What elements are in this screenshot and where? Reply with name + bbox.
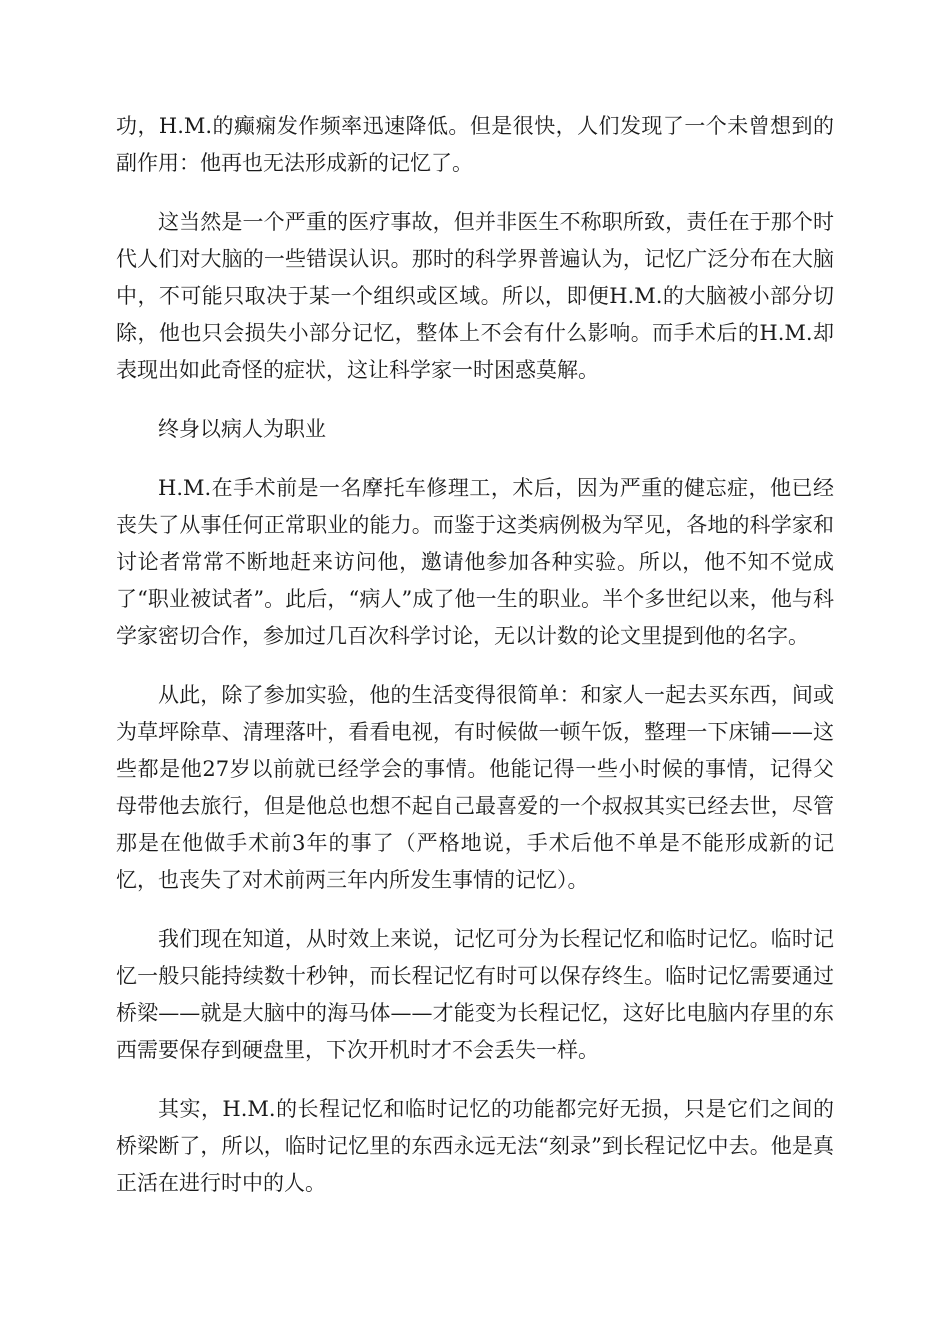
text-body — [116, 108, 834, 1224]
paragraph-continuation: 功，H.M.的癫痫发作频率迅速降低。但是很快，人们发现了一个未曾想到的副作用：他再也无法形成新的记忆了。 — [116, 114, 834, 175]
paragraph-medical-error: 这当然是一个严重的医疗事故，但并非医生不称职所致，责任在于那个时代人们对大脑的一些错误认识。那时的科学界普遍认为，记忆广泛分布在大脑中，不可能只取决于某一个组织或区域。所以，即便H.M.的大脑被小部分切除，他也只会损失小部分记忆，整体上不会有什么影响。而手术后的H.M.却表现出如此奇怪的症状，这让科学家一时困惑莫解。 — [116, 210, 834, 382]
paragraph-memory-types: 我们现在知道，从时效上来说，记忆可分为长程记忆和临时记忆。临时记忆一般只能持续数十秒钟，而长程记忆有时可以保存终生。临时记忆需要通过桥梁——就是大脑中的海马体——才能变为长程记忆，这好比电脑内存里的东西需要保存到硬盘里，下次开机时才不会丢失一样。 — [116, 927, 834, 1062]
paragraph-daily-life: 从此，除了参加实验，他的生活变得很简单：和家人一起去买东西，间或为草坪除草、清理落叶，看看电视，有时候做一顿午饭，整理一下床铺——这些都是他27岁以前就已经学会的事情。他能记得一些小时候的事情，记得父母带他去旅行，但是他总也想不起自己最喜爱的一个叔叔其实已经去世，尽管那是在他做手术前3年的事了（严格地说，手术后他不单是不能形成新的记忆，也丧失了对术前两三年内所发生事情的记忆）。 — [116, 683, 834, 892]
paragraph-profession: H.M.在手术前是一名摩托车修理工，术后，因为严重的健忘症，他已经丧失了从事任何正常职业的能力。而鉴于这类病例极为罕见，各地的科学家和讨论者常常不断地赶来访问他，邀请他参加各种实验。所以，他不知不觉成了“职业被试者”。此后，“病人”成了他一生的职业。半个多世纪以来，他与科学家密切合作，参加过几百次科学讨论，无以计数的论文里提到他的名字。 — [116, 476, 834, 648]
section-heading: 终身以病人为职业 — [158, 417, 326, 441]
paragraph-conclusion: 其实，H.M.的长程记忆和临时记忆的功能都完好无损，只是它们之间的桥梁断了，所以，临时记忆里的东西永远无法“刻录”到长程记忆中去。他是真正活在进行时中的人。 — [116, 1097, 834, 1195]
